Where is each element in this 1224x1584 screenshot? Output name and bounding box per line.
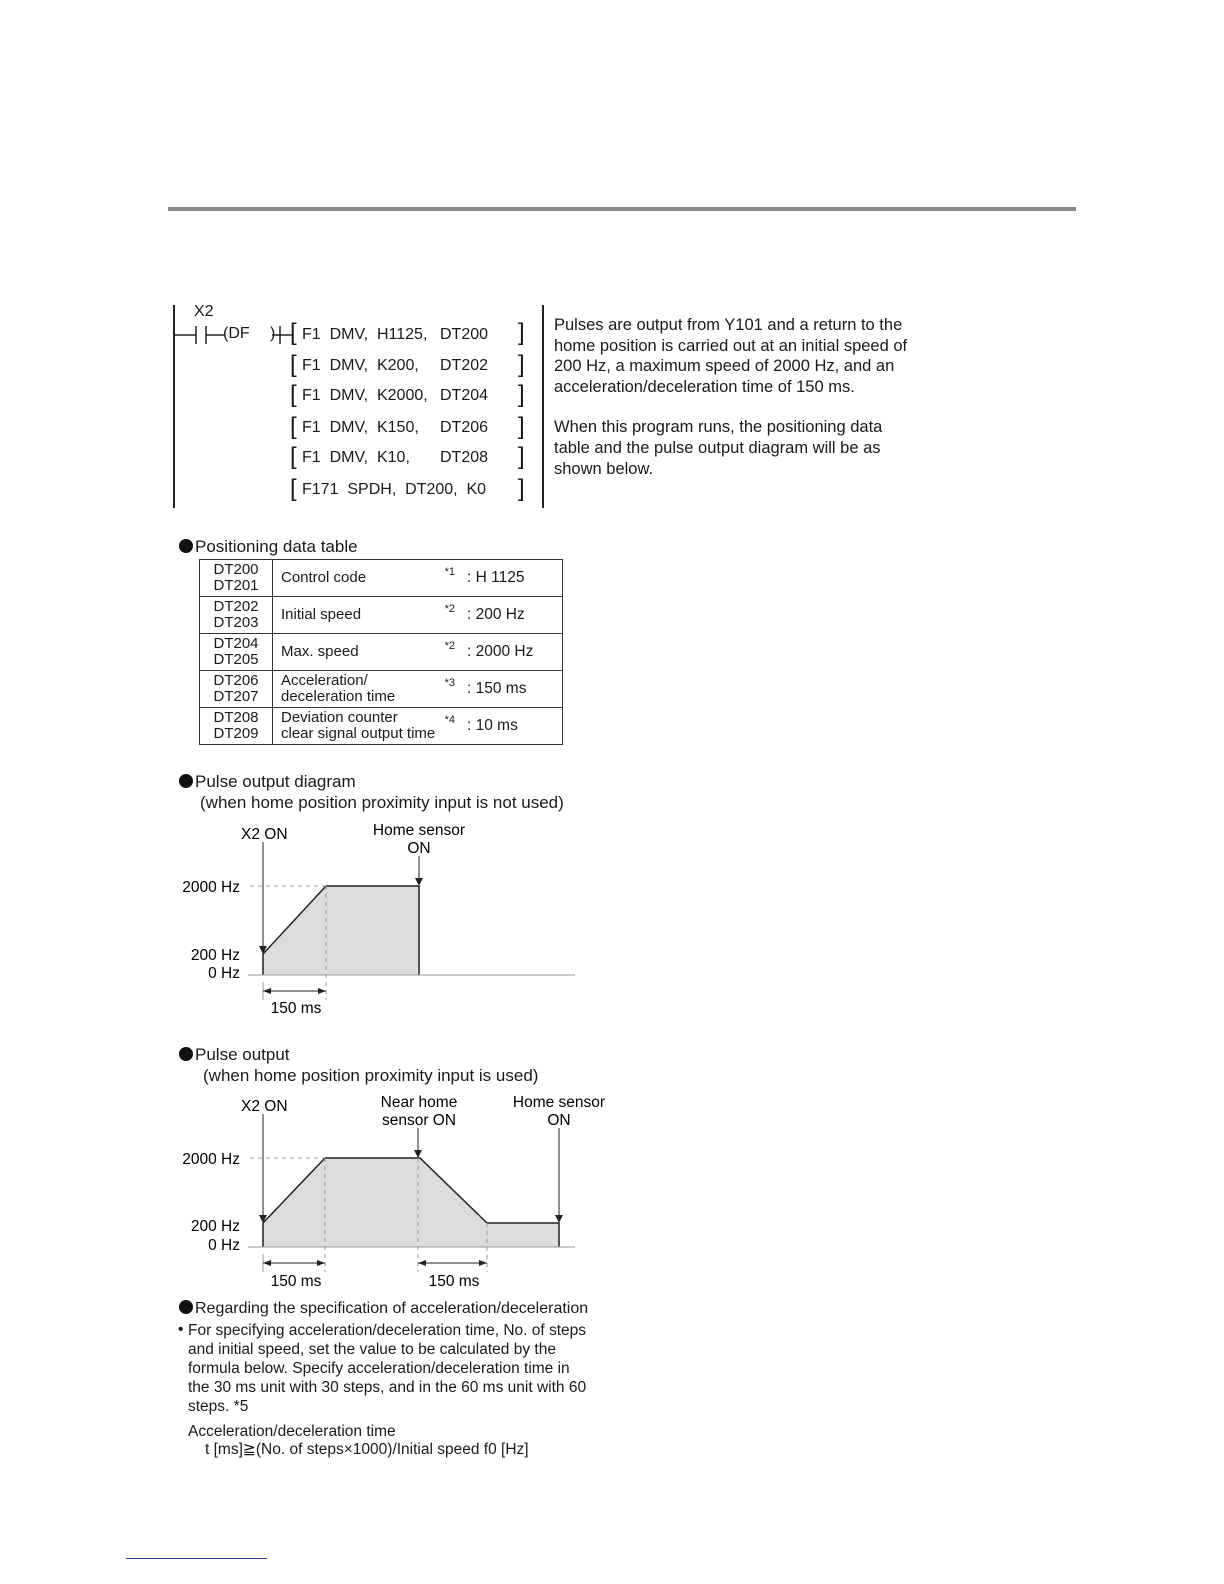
pulse-profile-area: [263, 1158, 559, 1247]
operand-row-3: DT204: [440, 387, 489, 404]
instruction-row-1: F1 DMV, H1125,: [302, 326, 428, 343]
open-bracket: [: [290, 475, 297, 502]
open-bracket: [: [290, 443, 297, 470]
table-row: DT202 DT203 Initial speed *2 : 200 Hz: [200, 597, 563, 634]
label-near-home-sensor-on: sensor ON: [381, 1112, 457, 1129]
description-paragraph-2: When this program runs, the positioning data table and the pulse output diagram will be as shown below.: [554, 418, 883, 478]
formula-title: Acceleration/deceleration time: [188, 1423, 396, 1440]
tick-label-200hz: 200 Hz: [190, 1218, 240, 1235]
open-bracket: [: [290, 413, 297, 440]
pulse-output-diagram-1: [170, 820, 590, 1020]
close-bracket: ]: [518, 381, 525, 408]
tick-label-0hz: 0 Hz: [208, 965, 240, 982]
ladder-right-rail: [542, 305, 544, 508]
tick-label-2000hz: 2000 Hz: [182, 879, 240, 896]
close-bracket: ]: [518, 443, 525, 470]
label-x2-on: X2 ON: [241, 1098, 288, 1115]
table-row: DT204 DT205 Max. speed *2 : 2000 Hz: [200, 634, 563, 671]
instruction-row-5: F1 DMV, K10,: [302, 449, 410, 466]
formula: t [ms]≧(No. of steps×1000)/Initial speed f0 [Hz]: [205, 1441, 529, 1458]
home-arrow-head: [415, 878, 423, 886]
instruction-row-4: F1 DMV, K150,: [302, 419, 419, 436]
accel-dim-arrow-left: [263, 1260, 271, 1266]
tick-label-2000hz: 2000 Hz: [182, 1151, 240, 1168]
operand-row-1: DT200: [440, 326, 489, 343]
bullet-dot-icon: [179, 1047, 193, 1061]
table-row: DT208 DT209 Deviation counter clear signal output time *4 : 10 ms: [200, 708, 563, 745]
contact-label: X2: [194, 303, 214, 320]
operand-row-2: DT202: [440, 357, 489, 374]
positioning-table-heading: Positioning data table: [179, 537, 358, 557]
close-bracket: ]: [518, 475, 525, 502]
operand-row-4: DT206: [440, 419, 489, 436]
label-near-home: Near home: [380, 1094, 458, 1111]
label-accel-time: 150 ms: [270, 1000, 322, 1017]
positioning-data-table: [199, 559, 563, 745]
top-rule: [168, 207, 1076, 211]
diagram2-heading: Pulse output: [179, 1045, 290, 1065]
open-bracket: [: [290, 319, 297, 346]
label-x2-on: X2 ON: [241, 826, 288, 843]
close-bracket: ]: [518, 351, 525, 378]
diagram1-subheading: (when home position proximity input is not used): [200, 793, 564, 812]
open-bracket: [: [290, 351, 297, 378]
table-row: DT200 DT201 Control code *1 : H 1125: [200, 560, 563, 597]
program-description: [554, 315, 914, 499]
spec-bullet: •: [178, 1321, 184, 1338]
near-home-arrow-head: [414, 1150, 422, 1158]
footer-link-underline: [126, 1558, 267, 1559]
spec-heading: Regarding the specification of acceleration/deceleration: [179, 1299, 588, 1319]
pulse-profile-area: [263, 886, 419, 975]
label-home-sensor-on: ON: [407, 840, 431, 857]
open-bracket: [: [290, 381, 297, 408]
close-bracket: ]: [518, 413, 525, 440]
instruction-row-6: F171 SPDH, DT200, K0: [302, 481, 487, 498]
decel-dim-arrow-right: [479, 1260, 487, 1266]
time-dim-arrow-right: [318, 988, 326, 994]
label-home-sensor: Home sensor: [512, 1094, 606, 1111]
tick-label-200hz: 200 Hz: [190, 947, 240, 964]
bullet-dot-icon: [179, 539, 193, 553]
label-decel-time: 150 ms: [428, 1273, 480, 1290]
instruction-row-3: F1 DMV, K2000,: [302, 387, 428, 404]
tick-label-0hz: 0 Hz: [208, 1237, 240, 1254]
home-arrow-head: [555, 1215, 563, 1223]
label-home-sensor: Home sensor: [372, 822, 466, 839]
pulse-output-diagram-2: [170, 1092, 620, 1292]
label-home-sensor-on: ON: [547, 1112, 571, 1129]
df-close: ): [270, 325, 276, 342]
accel-dim-arrow-right: [317, 1260, 325, 1266]
operand-row-5: DT208: [440, 449, 489, 466]
bullet-dot-icon: [179, 774, 193, 788]
spec-body: For specifying acceleration/deceleration time, No. of steps and initial speed, set the value to be calculated by the formula below. Specify acceleration/deceleration time in the 30 ms unit with 30 steps, and in the 60 ms unit with 60 steps. *5: [188, 1322, 587, 1415]
close-bracket: ]: [518, 319, 525, 346]
bullet-dot-icon: [179, 1300, 193, 1314]
table-row: DT206 DT207 Acceleration/ deceleration time *3 : 150 ms: [200, 671, 563, 708]
df-label: (DF: [223, 325, 250, 342]
diagram2-subheading: (when home position proximity input is used): [203, 1066, 539, 1085]
decel-dim-arrow-left: [418, 1260, 426, 1266]
label-accel-time: 150 ms: [270, 1273, 322, 1290]
description-paragraph-1: Pulses are output from Y101 and a return to the home position is carried out at an initial speed of 200 Hz, a maximum speed of 2000 Hz, and an acceleration/deceleration time of 150 ms.: [554, 316, 908, 396]
diagram1-heading: Pulse output diagram: [179, 772, 356, 792]
time-dim-arrow-left: [263, 988, 271, 994]
instruction-row-2: F1 DMV, K200,: [302, 357, 419, 374]
